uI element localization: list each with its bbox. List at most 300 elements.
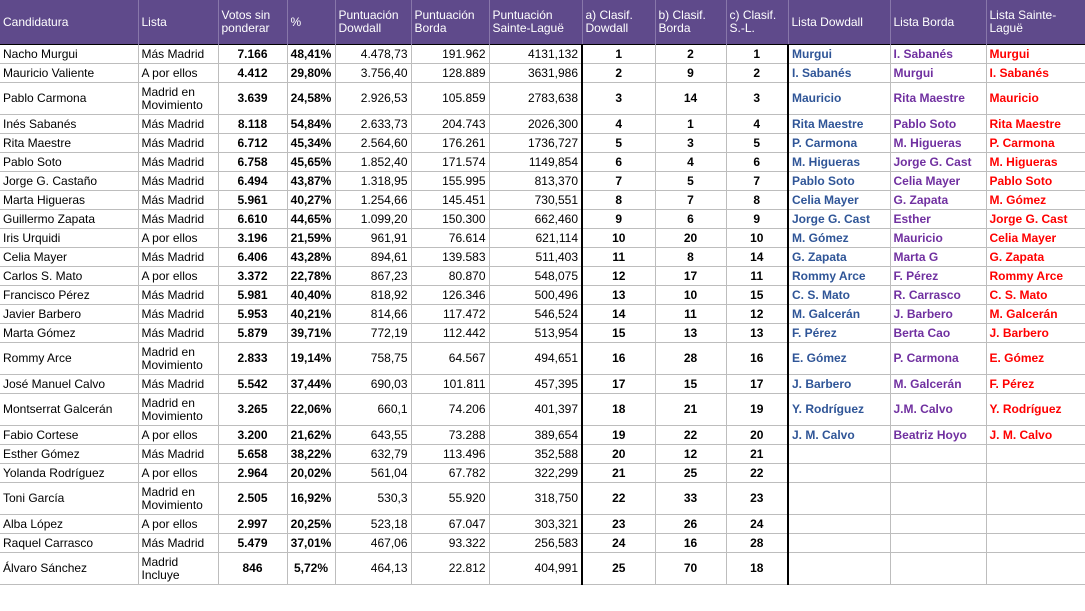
cell-percentage[interactable]: 40,40% xyxy=(287,286,335,305)
cell-ranked-list-sainte-lague[interactable]: Mauricio xyxy=(986,83,1085,115)
cell-score-borda[interactable]: 155.995 xyxy=(411,172,489,191)
cell-rank-borda[interactable]: 13 xyxy=(655,324,726,343)
cell-rank-borda[interactable]: 33 xyxy=(655,483,726,515)
cell-rank-sainte-lague[interactable]: 1 xyxy=(726,45,788,64)
cell-party-list[interactable]: Más Madrid xyxy=(138,324,218,343)
cell-votes[interactable]: 5.658 xyxy=(218,445,287,464)
cell-percentage[interactable]: 20,02% xyxy=(287,464,335,483)
cell-votes[interactable]: 8.118 xyxy=(218,115,287,134)
cell-score-sainte-lague[interactable]: 322,299 xyxy=(489,464,582,483)
cell-rank-sainte-lague[interactable]: 22 xyxy=(726,464,788,483)
cell-score-dowdall[interactable]: 1.254,66 xyxy=(335,191,411,210)
cell-score-borda[interactable]: 117.472 xyxy=(411,305,489,324)
cell-score-dowdall[interactable]: 894,61 xyxy=(335,248,411,267)
cell-ranked-list-dowdall[interactable] xyxy=(788,483,890,515)
cell-rank-borda[interactable]: 6 xyxy=(655,210,726,229)
cell-ranked-list-sainte-lague[interactable]: F. Pérez xyxy=(986,375,1085,394)
cell-ranked-list-dowdall[interactable]: Y. Rodríguez xyxy=(788,394,890,426)
cell-percentage[interactable]: 40,21% xyxy=(287,305,335,324)
cell-rank-borda[interactable]: 11 xyxy=(655,305,726,324)
cell-score-borda[interactable]: 22.812 xyxy=(411,553,489,585)
cell-party-list[interactable]: A por ellos xyxy=(138,64,218,83)
cell-percentage[interactable]: 29,80% xyxy=(287,64,335,83)
cell-score-dowdall[interactable]: 464,13 xyxy=(335,553,411,585)
header-puntuacion-borda[interactable]: Puntuación Borda xyxy=(411,0,489,45)
cell-score-borda[interactable]: 145.451 xyxy=(411,191,489,210)
cell-candidate-name[interactable]: Inés Sabanés xyxy=(0,115,138,134)
cell-score-sainte-lague[interactable]: 3631,986 xyxy=(489,64,582,83)
cell-ranked-list-borda[interactable]: R. Carrasco xyxy=(890,286,986,305)
cell-score-sainte-lague[interactable]: 513,954 xyxy=(489,324,582,343)
cell-score-borda[interactable]: 67.047 xyxy=(411,515,489,534)
cell-rank-dowdall[interactable]: 5 xyxy=(582,134,655,153)
cell-rank-dowdall[interactable]: 23 xyxy=(582,515,655,534)
cell-score-borda[interactable]: 139.583 xyxy=(411,248,489,267)
cell-ranked-list-dowdall[interactable]: J. M. Calvo xyxy=(788,426,890,445)
cell-rank-dowdall[interactable]: 20 xyxy=(582,445,655,464)
cell-votes[interactable]: 2.833 xyxy=(218,343,287,375)
cell-score-dowdall[interactable]: 867,23 xyxy=(335,267,411,286)
cell-rank-borda[interactable]: 7 xyxy=(655,191,726,210)
cell-score-dowdall[interactable]: 818,92 xyxy=(335,286,411,305)
cell-ranked-list-sainte-lague[interactable]: G. Zapata xyxy=(986,248,1085,267)
cell-ranked-list-sainte-lague[interactable]: M. Galcerán xyxy=(986,305,1085,324)
cell-votes[interactable]: 5.953 xyxy=(218,305,287,324)
cell-candidate-name[interactable]: Celia Mayer xyxy=(0,248,138,267)
cell-score-sainte-lague[interactable]: 1736,727 xyxy=(489,134,582,153)
cell-score-dowdall[interactable]: 1.852,40 xyxy=(335,153,411,172)
cell-rank-dowdall[interactable]: 4 xyxy=(582,115,655,134)
cell-party-list[interactable]: Madrid en Movimiento xyxy=(138,83,218,115)
cell-votes[interactable]: 2.505 xyxy=(218,483,287,515)
cell-ranked-list-sainte-lague[interactable] xyxy=(986,445,1085,464)
cell-score-borda[interactable]: 101.811 xyxy=(411,375,489,394)
cell-score-borda[interactable]: 80.870 xyxy=(411,267,489,286)
cell-ranked-list-borda[interactable]: Marta G xyxy=(890,248,986,267)
cell-score-dowdall[interactable]: 4.478,73 xyxy=(335,45,411,64)
cell-rank-borda[interactable]: 28 xyxy=(655,343,726,375)
cell-score-dowdall[interactable]: 643,55 xyxy=(335,426,411,445)
cell-score-sainte-lague[interactable]: 621,114 xyxy=(489,229,582,248)
cell-ranked-list-dowdall[interactable]: Jorge G. Cast xyxy=(788,210,890,229)
cell-ranked-list-borda[interactable]: F. Pérez xyxy=(890,267,986,286)
cell-rank-sainte-lague[interactable]: 2 xyxy=(726,64,788,83)
cell-percentage[interactable]: 24,58% xyxy=(287,83,335,115)
cell-ranked-list-dowdall[interactable]: J. Barbero xyxy=(788,375,890,394)
cell-ranked-list-sainte-lague[interactable] xyxy=(986,483,1085,515)
cell-ranked-list-borda[interactable]: J.M. Calvo xyxy=(890,394,986,426)
cell-score-borda[interactable]: 67.782 xyxy=(411,464,489,483)
cell-party-list[interactable]: Más Madrid xyxy=(138,172,218,191)
cell-votes[interactable]: 3.372 xyxy=(218,267,287,286)
cell-ranked-list-dowdall[interactable]: Rita Maestre xyxy=(788,115,890,134)
cell-score-dowdall[interactable]: 523,18 xyxy=(335,515,411,534)
cell-ranked-list-sainte-lague[interactable] xyxy=(986,534,1085,553)
cell-ranked-list-sainte-lague[interactable]: C. S. Mato xyxy=(986,286,1085,305)
cell-ranked-list-sainte-lague[interactable]: M. Gómez xyxy=(986,191,1085,210)
cell-rank-dowdall[interactable]: 9 xyxy=(582,210,655,229)
cell-rank-sainte-lague[interactable]: 21 xyxy=(726,445,788,464)
cell-score-borda[interactable]: 150.300 xyxy=(411,210,489,229)
cell-rank-sainte-lague[interactable]: 10 xyxy=(726,229,788,248)
cell-score-dowdall[interactable]: 561,04 xyxy=(335,464,411,483)
cell-score-dowdall[interactable]: 758,75 xyxy=(335,343,411,375)
cell-percentage[interactable]: 20,25% xyxy=(287,515,335,534)
cell-score-dowdall[interactable]: 814,66 xyxy=(335,305,411,324)
cell-votes[interactable]: 6.610 xyxy=(218,210,287,229)
cell-rank-dowdall[interactable]: 24 xyxy=(582,534,655,553)
cell-ranked-list-borda[interactable]: Mauricio xyxy=(890,229,986,248)
cell-score-dowdall[interactable]: 2.564,60 xyxy=(335,134,411,153)
header-puntuacion-sainte-lague[interactable]: Puntuación Sainte-Laguë xyxy=(489,0,582,45)
cell-rank-sainte-lague[interactable]: 9 xyxy=(726,210,788,229)
cell-rank-sainte-lague[interactable]: 4 xyxy=(726,115,788,134)
cell-rank-dowdall[interactable]: 12 xyxy=(582,267,655,286)
cell-score-sainte-lague[interactable]: 662,460 xyxy=(489,210,582,229)
cell-ranked-list-borda[interactable]: Pablo Soto xyxy=(890,115,986,134)
cell-party-list[interactable]: Más Madrid xyxy=(138,210,218,229)
cell-candidate-name[interactable]: Toni García xyxy=(0,483,138,515)
cell-party-list[interactable]: Más Madrid xyxy=(138,445,218,464)
cell-candidate-name[interactable]: Pablo Carmona xyxy=(0,83,138,115)
cell-party-list[interactable]: A por ellos xyxy=(138,267,218,286)
cell-rank-borda[interactable]: 15 xyxy=(655,375,726,394)
cell-rank-dowdall[interactable]: 17 xyxy=(582,375,655,394)
cell-ranked-list-dowdall[interactable]: Rommy Arce xyxy=(788,267,890,286)
cell-rank-sainte-lague[interactable]: 15 xyxy=(726,286,788,305)
cell-candidate-name[interactable]: Iris Urquidi xyxy=(0,229,138,248)
cell-votes[interactable]: 5.879 xyxy=(218,324,287,343)
cell-candidate-name[interactable]: Francisco Pérez xyxy=(0,286,138,305)
cell-rank-sainte-lague[interactable]: 16 xyxy=(726,343,788,375)
cell-score-borda[interactable]: 105.859 xyxy=(411,83,489,115)
cell-candidate-name[interactable]: Marta Higueras xyxy=(0,191,138,210)
cell-score-dowdall[interactable]: 690,03 xyxy=(335,375,411,394)
cell-score-borda[interactable]: 73.288 xyxy=(411,426,489,445)
cell-votes[interactable]: 5.961 xyxy=(218,191,287,210)
cell-ranked-list-dowdall[interactable]: E. Gómez xyxy=(788,343,890,375)
cell-score-dowdall[interactable]: 467,06 xyxy=(335,534,411,553)
cell-ranked-list-dowdall[interactable] xyxy=(788,464,890,483)
cell-party-list[interactable]: Más Madrid xyxy=(138,286,218,305)
cell-rank-borda[interactable]: 9 xyxy=(655,64,726,83)
cell-score-borda[interactable]: 128.889 xyxy=(411,64,489,83)
cell-votes[interactable]: 846 xyxy=(218,553,287,585)
cell-rank-sainte-lague[interactable]: 7 xyxy=(726,172,788,191)
header-lista-sl[interactable]: Lista Sainte-Laguë xyxy=(986,0,1085,45)
cell-rank-sainte-lague[interactable]: 12 xyxy=(726,305,788,324)
cell-score-sainte-lague[interactable]: 352,588 xyxy=(489,445,582,464)
cell-votes[interactable]: 3.265 xyxy=(218,394,287,426)
cell-rank-dowdall[interactable]: 25 xyxy=(582,553,655,585)
cell-score-sainte-lague[interactable]: 4131,132 xyxy=(489,45,582,64)
cell-ranked-list-dowdall[interactable]: Celia Mayer xyxy=(788,191,890,210)
cell-percentage[interactable]: 21,62% xyxy=(287,426,335,445)
header-lista-dowdall[interactable]: Lista Dowdall xyxy=(788,0,890,45)
cell-votes[interactable]: 4.412 xyxy=(218,64,287,83)
header-clasif-dowdall[interactable]: a) Clasif. Dowdall xyxy=(582,0,655,45)
cell-rank-dowdall[interactable]: 6 xyxy=(582,153,655,172)
cell-score-sainte-lague[interactable]: 404,991 xyxy=(489,553,582,585)
cell-ranked-list-dowdall[interactable] xyxy=(788,445,890,464)
cell-ranked-list-sainte-lague[interactable]: Rita Maestre xyxy=(986,115,1085,134)
cell-ranked-list-sainte-lague[interactable] xyxy=(986,515,1085,534)
cell-votes[interactable]: 6.758 xyxy=(218,153,287,172)
cell-party-list[interactable]: Madrid en Movimiento xyxy=(138,394,218,426)
cell-ranked-list-borda[interactable]: G. Zapata xyxy=(890,191,986,210)
cell-score-sainte-lague[interactable]: 256,583 xyxy=(489,534,582,553)
cell-ranked-list-dowdall[interactable]: C. S. Mato xyxy=(788,286,890,305)
cell-rank-dowdall[interactable]: 16 xyxy=(582,343,655,375)
cell-ranked-list-dowdall[interactable]: P. Carmona xyxy=(788,134,890,153)
header-votos[interactable]: Votos sin ponderar xyxy=(218,0,287,45)
cell-ranked-list-sainte-lague[interactable]: Y. Rodríguez xyxy=(986,394,1085,426)
cell-score-dowdall[interactable]: 660,1 xyxy=(335,394,411,426)
cell-votes[interactable]: 6.406 xyxy=(218,248,287,267)
cell-percentage[interactable]: 22,78% xyxy=(287,267,335,286)
cell-rank-borda[interactable]: 4 xyxy=(655,153,726,172)
cell-rank-sainte-lague[interactable]: 19 xyxy=(726,394,788,426)
cell-percentage[interactable]: 45,65% xyxy=(287,153,335,172)
cell-ranked-list-sainte-lague[interactable]: E. Gómez xyxy=(986,343,1085,375)
cell-candidate-name[interactable]: Javier Barbero xyxy=(0,305,138,324)
cell-candidate-name[interactable]: José Manuel Calvo xyxy=(0,375,138,394)
cell-score-dowdall[interactable]: 632,79 xyxy=(335,445,411,464)
cell-score-borda[interactable]: 204.743 xyxy=(411,115,489,134)
cell-candidate-name[interactable]: Montserrat Galcerán xyxy=(0,394,138,426)
cell-ranked-list-sainte-lague[interactable]: M. Higueras xyxy=(986,153,1085,172)
cell-votes[interactable]: 6.494 xyxy=(218,172,287,191)
header-clasif-sl[interactable]: c) Clasif. S.-L. xyxy=(726,0,788,45)
cell-score-sainte-lague[interactable]: 318,750 xyxy=(489,483,582,515)
cell-score-borda[interactable]: 112.442 xyxy=(411,324,489,343)
cell-score-dowdall[interactable]: 961,91 xyxy=(335,229,411,248)
cell-ranked-list-borda[interactable] xyxy=(890,534,986,553)
cell-score-borda[interactable]: 64.567 xyxy=(411,343,489,375)
cell-rank-borda[interactable]: 3 xyxy=(655,134,726,153)
cell-ranked-list-borda[interactable]: J. Barbero xyxy=(890,305,986,324)
cell-rank-dowdall[interactable]: 7 xyxy=(582,172,655,191)
cell-ranked-list-sainte-lague[interactable]: Celia Mayer xyxy=(986,229,1085,248)
cell-rank-borda[interactable]: 10 xyxy=(655,286,726,305)
cell-ranked-list-borda[interactable] xyxy=(890,464,986,483)
cell-ranked-list-dowdall[interactable]: I. Sabanés xyxy=(788,64,890,83)
cell-party-list[interactable]: A por ellos xyxy=(138,515,218,534)
cell-ranked-list-sainte-lague[interactable]: J. Barbero xyxy=(986,324,1085,343)
cell-score-dowdall[interactable]: 530,3 xyxy=(335,483,411,515)
cell-rank-borda[interactable]: 70 xyxy=(655,553,726,585)
cell-rank-dowdall[interactable]: 10 xyxy=(582,229,655,248)
cell-party-list[interactable]: Más Madrid xyxy=(138,534,218,553)
cell-ranked-list-borda[interactable] xyxy=(890,553,986,585)
cell-ranked-list-borda[interactable]: M. Galcerán xyxy=(890,375,986,394)
cell-rank-borda[interactable]: 1 xyxy=(655,115,726,134)
cell-ranked-list-borda[interactable]: Celia Mayer xyxy=(890,172,986,191)
cell-votes[interactable]: 6.712 xyxy=(218,134,287,153)
cell-rank-borda[interactable]: 2 xyxy=(655,45,726,64)
header-pct[interactable]: % xyxy=(287,0,335,45)
cell-rank-borda[interactable]: 16 xyxy=(655,534,726,553)
cell-ranked-list-dowdall[interactable]: G. Zapata xyxy=(788,248,890,267)
cell-votes[interactable]: 3.196 xyxy=(218,229,287,248)
cell-percentage[interactable]: 22,06% xyxy=(287,394,335,426)
cell-rank-borda[interactable]: 20 xyxy=(655,229,726,248)
cell-score-dowdall[interactable]: 2.633,73 xyxy=(335,115,411,134)
cell-rank-borda[interactable]: 25 xyxy=(655,464,726,483)
cell-party-list[interactable]: A por ellos xyxy=(138,229,218,248)
cell-rank-sainte-lague[interactable]: 3 xyxy=(726,83,788,115)
cell-percentage[interactable]: 37,01% xyxy=(287,534,335,553)
cell-rank-borda[interactable]: 22 xyxy=(655,426,726,445)
cell-score-borda[interactable]: 126.346 xyxy=(411,286,489,305)
cell-percentage[interactable]: 43,87% xyxy=(287,172,335,191)
cell-score-sainte-lague[interactable]: 2026,300 xyxy=(489,115,582,134)
header-clasif-borda[interactable]: b) Clasif. Borda xyxy=(655,0,726,45)
cell-score-borda[interactable]: 93.322 xyxy=(411,534,489,553)
cell-votes[interactable]: 7.166 xyxy=(218,45,287,64)
cell-candidate-name[interactable]: Carlos S. Mato xyxy=(0,267,138,286)
cell-votes[interactable]: 2.997 xyxy=(218,515,287,534)
cell-ranked-list-borda[interactable] xyxy=(890,515,986,534)
cell-rank-sainte-lague[interactable]: 23 xyxy=(726,483,788,515)
cell-rank-dowdall[interactable]: 14 xyxy=(582,305,655,324)
cell-votes[interactable]: 5.479 xyxy=(218,534,287,553)
cell-rank-dowdall[interactable]: 15 xyxy=(582,324,655,343)
cell-percentage[interactable]: 38,22% xyxy=(287,445,335,464)
cell-score-sainte-lague[interactable]: 494,651 xyxy=(489,343,582,375)
cell-percentage[interactable]: 39,71% xyxy=(287,324,335,343)
cell-ranked-list-borda[interactable]: I. Sabanés xyxy=(890,45,986,64)
cell-ranked-list-dowdall[interactable]: M. Higueras xyxy=(788,153,890,172)
cell-ranked-list-sainte-lague[interactable] xyxy=(986,464,1085,483)
cell-candidate-name[interactable]: Mauricio Valiente xyxy=(0,64,138,83)
cell-party-list[interactable]: Más Madrid xyxy=(138,45,218,64)
cell-votes[interactable]: 2.964 xyxy=(218,464,287,483)
cell-percentage[interactable]: 54,84% xyxy=(287,115,335,134)
cell-percentage[interactable]: 48,41% xyxy=(287,45,335,64)
cell-candidate-name[interactable]: Marta Gómez xyxy=(0,324,138,343)
cell-candidate-name[interactable]: Fabio Cortese xyxy=(0,426,138,445)
cell-party-list[interactable]: Más Madrid xyxy=(138,153,218,172)
cell-party-list[interactable]: Más Madrid xyxy=(138,248,218,267)
cell-rank-borda[interactable]: 17 xyxy=(655,267,726,286)
cell-party-list[interactable]: Madrid Incluye xyxy=(138,553,218,585)
cell-rank-sainte-lague[interactable]: 20 xyxy=(726,426,788,445)
cell-rank-dowdall[interactable]: 1 xyxy=(582,45,655,64)
cell-ranked-list-dowdall[interactable]: Mauricio xyxy=(788,83,890,115)
cell-ranked-list-sainte-lague[interactable]: Murgui xyxy=(986,45,1085,64)
cell-candidate-name[interactable]: Raquel Carrasco xyxy=(0,534,138,553)
cell-score-sainte-lague[interactable]: 730,551 xyxy=(489,191,582,210)
cell-ranked-list-sainte-lague[interactable]: J. M. Calvo xyxy=(986,426,1085,445)
cell-score-borda[interactable]: 171.574 xyxy=(411,153,489,172)
cell-percentage[interactable]: 44,65% xyxy=(287,210,335,229)
cell-score-borda[interactable]: 76.614 xyxy=(411,229,489,248)
cell-score-sainte-lague[interactable]: 389,654 xyxy=(489,426,582,445)
cell-rank-dowdall[interactable]: 22 xyxy=(582,483,655,515)
cell-rank-borda[interactable]: 14 xyxy=(655,83,726,115)
header-candidatura[interactable]: Candidatura xyxy=(0,0,138,45)
cell-rank-dowdall[interactable]: 21 xyxy=(582,464,655,483)
cell-percentage[interactable]: 40,27% xyxy=(287,191,335,210)
cell-candidate-name[interactable]: Alba López xyxy=(0,515,138,534)
cell-ranked-list-sainte-lague[interactable]: P. Carmona xyxy=(986,134,1085,153)
cell-rank-sainte-lague[interactable]: 18 xyxy=(726,553,788,585)
cell-ranked-list-sainte-lague[interactable]: Jorge G. Cast xyxy=(986,210,1085,229)
cell-ranked-list-dowdall[interactable]: Murgui xyxy=(788,45,890,64)
cell-party-list[interactable]: Más Madrid xyxy=(138,191,218,210)
header-puntuacion-dowdall[interactable]: Puntuación Dowdall xyxy=(335,0,411,45)
cell-rank-sainte-lague[interactable]: 6 xyxy=(726,153,788,172)
cell-rank-dowdall[interactable]: 19 xyxy=(582,426,655,445)
cell-votes[interactable]: 5.981 xyxy=(218,286,287,305)
cell-party-list[interactable]: Más Madrid xyxy=(138,375,218,394)
cell-ranked-list-borda[interactable]: Rita Maestre xyxy=(890,83,986,115)
cell-ranked-list-sainte-lague[interactable]: Pablo Soto xyxy=(986,172,1085,191)
cell-percentage[interactable]: 37,44% xyxy=(287,375,335,394)
cell-rank-dowdall[interactable]: 18 xyxy=(582,394,655,426)
cell-score-dowdall[interactable]: 3.756,40 xyxy=(335,64,411,83)
cell-percentage[interactable]: 16,92% xyxy=(287,483,335,515)
cell-rank-sainte-lague[interactable]: 14 xyxy=(726,248,788,267)
cell-ranked-list-dowdall[interactable]: M. Gómez xyxy=(788,229,890,248)
cell-score-dowdall[interactable]: 2.926,53 xyxy=(335,83,411,115)
cell-score-borda[interactable]: 176.261 xyxy=(411,134,489,153)
cell-rank-borda[interactable]: 26 xyxy=(655,515,726,534)
cell-candidate-name[interactable]: Guillermo Zapata xyxy=(0,210,138,229)
cell-score-borda[interactable]: 55.920 xyxy=(411,483,489,515)
cell-ranked-list-borda[interactable]: Beatriz Hoyo xyxy=(890,426,986,445)
cell-ranked-list-sainte-lague[interactable] xyxy=(986,553,1085,585)
cell-ranked-list-borda[interactable]: Berta Cao xyxy=(890,324,986,343)
cell-candidate-name[interactable]: Esther Gómez xyxy=(0,445,138,464)
cell-ranked-list-dowdall[interactable]: M. Galcerán xyxy=(788,305,890,324)
cell-candidate-name[interactable]: Rommy Arce xyxy=(0,343,138,375)
cell-ranked-list-dowdall[interactable] xyxy=(788,553,890,585)
cell-score-sainte-lague[interactable]: 1149,854 xyxy=(489,153,582,172)
cell-candidate-name[interactable]: Pablo Soto xyxy=(0,153,138,172)
cell-ranked-list-dowdall[interactable] xyxy=(788,534,890,553)
cell-rank-borda[interactable]: 8 xyxy=(655,248,726,267)
cell-score-dowdall[interactable]: 1.318,95 xyxy=(335,172,411,191)
cell-rank-dowdall[interactable]: 13 xyxy=(582,286,655,305)
cell-party-list[interactable]: Madrid en Movimiento xyxy=(138,483,218,515)
header-lista[interactable]: Lista xyxy=(138,0,218,45)
cell-candidate-name[interactable]: Rita Maestre xyxy=(0,134,138,153)
cell-score-sainte-lague[interactable]: 2783,638 xyxy=(489,83,582,115)
cell-score-borda[interactable]: 113.496 xyxy=(411,445,489,464)
cell-candidate-name[interactable]: Jorge G. Castaño xyxy=(0,172,138,191)
cell-party-list[interactable]: A por ellos xyxy=(138,426,218,445)
cell-rank-sainte-lague[interactable]: 13 xyxy=(726,324,788,343)
cell-ranked-list-dowdall[interactable]: Pablo Soto xyxy=(788,172,890,191)
cell-candidate-name[interactable]: Álvaro Sánchez xyxy=(0,553,138,585)
cell-rank-borda[interactable]: 5 xyxy=(655,172,726,191)
cell-percentage[interactable]: 43,28% xyxy=(287,248,335,267)
cell-party-list[interactable]: Madrid en Movimiento xyxy=(138,343,218,375)
cell-rank-dowdall[interactable]: 3 xyxy=(582,83,655,115)
cell-rank-dowdall[interactable]: 2 xyxy=(582,64,655,83)
cell-ranked-list-dowdall[interactable]: F. Pérez xyxy=(788,324,890,343)
cell-rank-borda[interactable]: 21 xyxy=(655,394,726,426)
cell-rank-dowdall[interactable]: 8 xyxy=(582,191,655,210)
cell-percentage[interactable]: 19,14% xyxy=(287,343,335,375)
cell-rank-sainte-lague[interactable]: 11 xyxy=(726,267,788,286)
cell-score-borda[interactable]: 74.206 xyxy=(411,394,489,426)
cell-ranked-list-borda[interactable]: Jorge G. Cast xyxy=(890,153,986,172)
cell-score-dowdall[interactable]: 772,19 xyxy=(335,324,411,343)
cell-score-sainte-lague[interactable]: 511,403 xyxy=(489,248,582,267)
